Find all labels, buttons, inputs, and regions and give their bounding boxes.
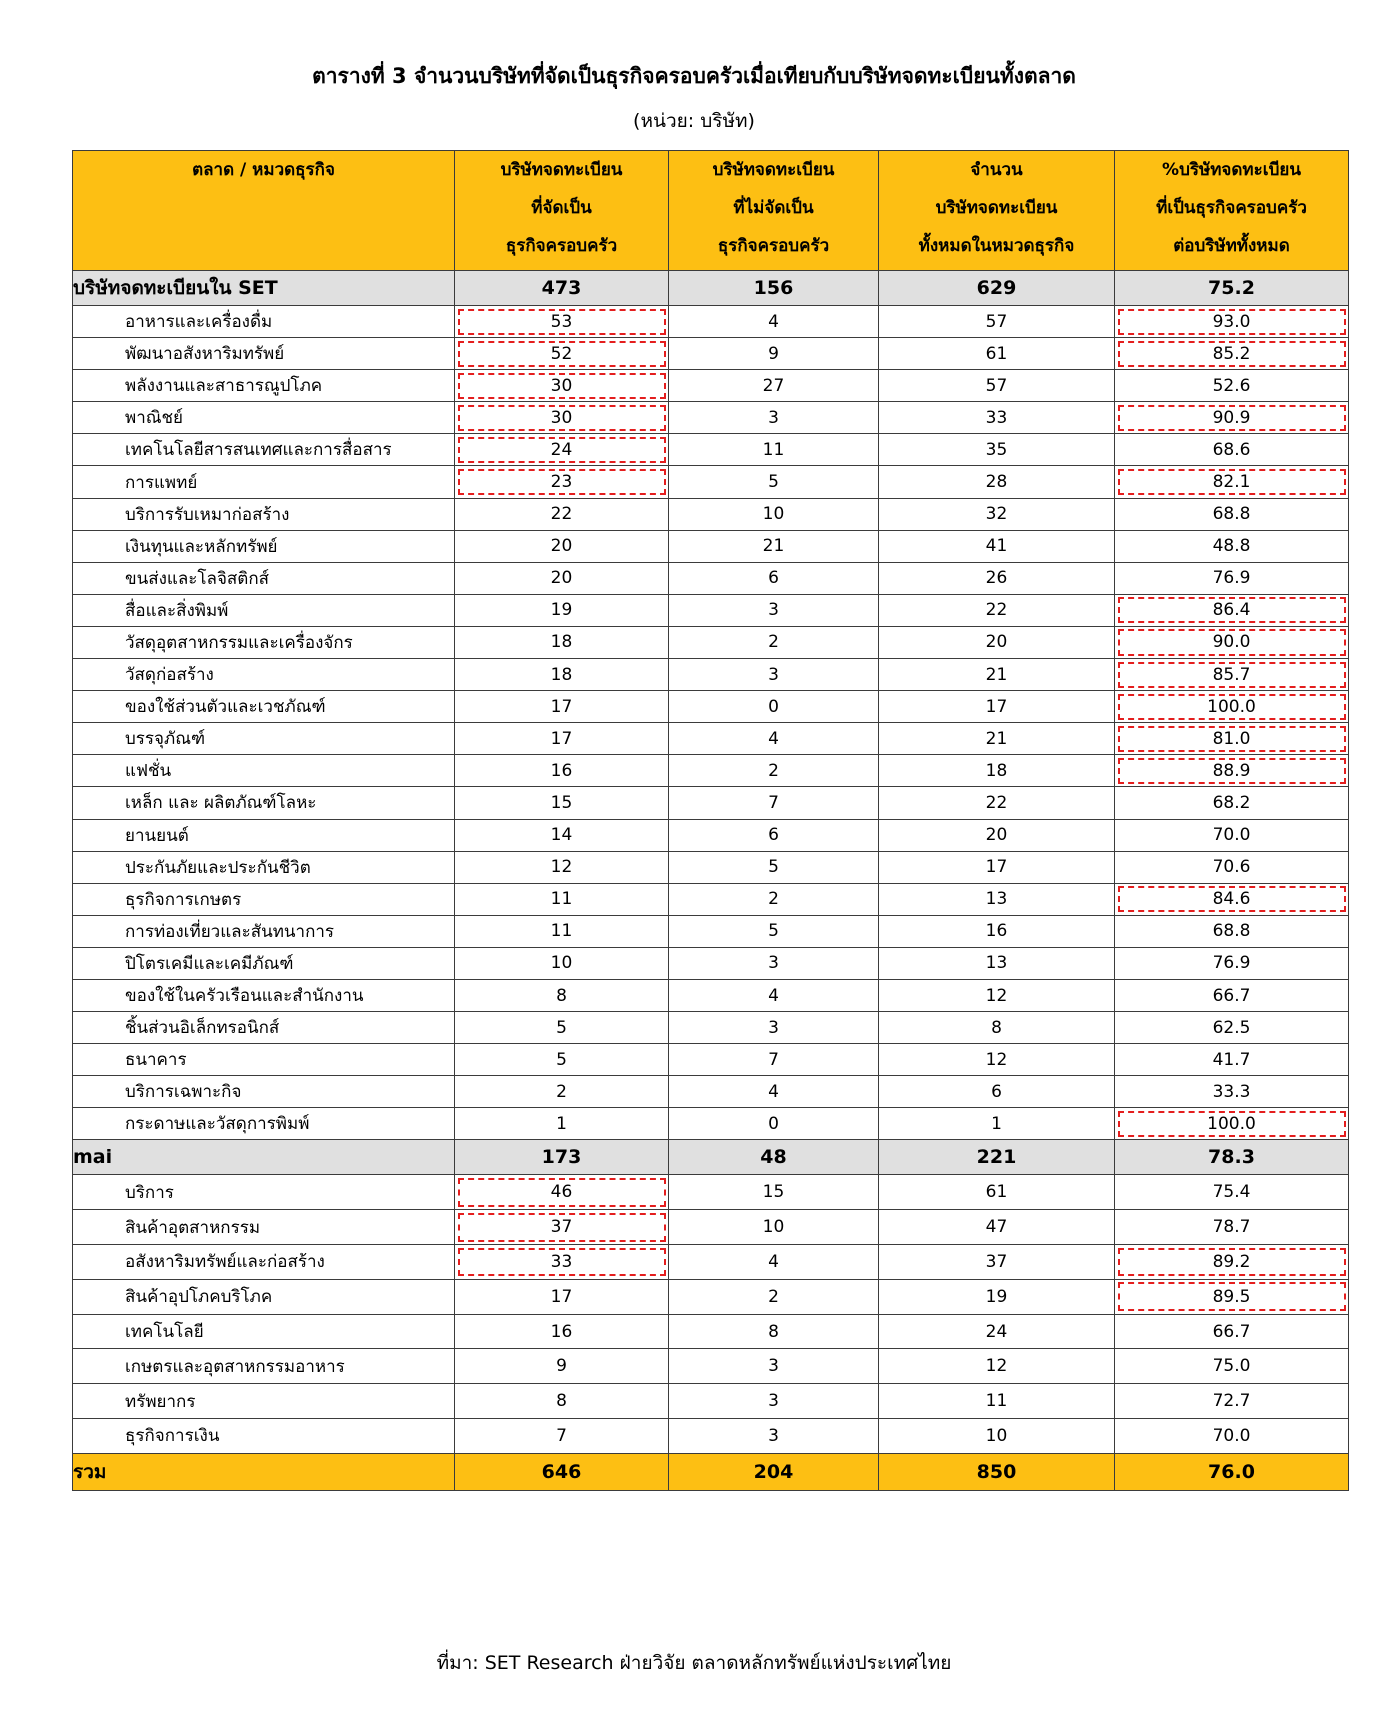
table-row: [73, 338, 1349, 370]
nonfamily-cell: 204: [669, 1453, 879, 1490]
category-cell: บรรจุภัณฑ์: [73, 723, 455, 755]
table-row: [73, 1419, 1349, 1454]
nonfamily-cell: 2: [669, 755, 879, 787]
table-row: [73, 659, 1349, 691]
pct-cell: 48.8: [1115, 530, 1349, 562]
table-row: [73, 466, 1349, 498]
section-row-mai: [73, 1140, 1349, 1175]
total-cell: 6: [879, 1076, 1115, 1108]
pct-cell: 66.7: [1115, 979, 1349, 1011]
table-row: [73, 402, 1349, 434]
table-row: [73, 562, 1349, 594]
family-cell: 15: [455, 787, 669, 819]
category-cell: พัฒนาอสังหาริมทรัพย์: [73, 338, 455, 370]
pct-cell: 41.7: [1115, 1044, 1349, 1076]
total-cell: 8: [879, 1012, 1115, 1044]
nonfamily-cell: 4: [669, 1076, 879, 1108]
family-cell: 7: [455, 1419, 669, 1454]
nonfamily-cell: 3: [669, 1349, 879, 1384]
total-cell: 57: [879, 306, 1115, 338]
table-row: [73, 1245, 1349, 1280]
table-row: [73, 1210, 1349, 1245]
family-cell: 10: [455, 947, 669, 979]
header-row: [73, 151, 1349, 271]
category-cell: การท่องเที่ยวและสันทนาการ: [73, 915, 455, 947]
category-cell: ธุรกิจการเกษตร: [73, 883, 455, 915]
category-cell: เทคโนโลยี: [73, 1314, 455, 1349]
category-cell: ปิโตรเคมีและเคมีภัณฑ์: [73, 947, 455, 979]
category-cell: ทรัพยากร: [73, 1384, 455, 1419]
nonfamily-cell: 0: [669, 1108, 879, 1140]
table-row: [73, 915, 1349, 947]
family-cell: 23: [455, 466, 669, 498]
family-cell: 646: [455, 1453, 669, 1490]
nonfamily-cell: 5: [669, 915, 879, 947]
family-cell: 24: [455, 434, 669, 466]
total-cell: 17: [879, 851, 1115, 883]
pct-cell: 89.5: [1115, 1279, 1349, 1314]
category-cell: ชิ้นส่วนอิเล็กทรอนิกส์: [73, 1012, 455, 1044]
total-cell: 57: [879, 370, 1115, 402]
table-row: [73, 498, 1349, 530]
family-cell: 9: [455, 1349, 669, 1384]
category-cell: ของใช้ในครัวเรือนและสำนักงาน: [73, 979, 455, 1011]
total-cell: 12: [879, 979, 1115, 1011]
unit-note: (หน่วย: บริษัท): [633, 110, 755, 132]
pct-cell: 78.3: [1115, 1140, 1349, 1175]
family-cell: 1: [455, 1108, 669, 1140]
nonfamily-cell: 15: [669, 1175, 879, 1210]
nonfamily-cell: 4: [669, 1245, 879, 1280]
pct-cell: 100.0: [1115, 1108, 1349, 1140]
category-cell: เกษตรและอุตสาหกรรมอาหาร: [73, 1349, 455, 1384]
family-cell: 30: [455, 402, 669, 434]
family-cell: 18: [455, 626, 669, 658]
category-cell: เทคโนโลยีสารสนเทศและการสื่อสาร: [73, 434, 455, 466]
pct-cell: 75.2: [1115, 271, 1349, 306]
family-cell: 53: [455, 306, 669, 338]
pct-cell: 68.8: [1115, 498, 1349, 530]
nonfamily-cell: 4: [669, 723, 879, 755]
family-cell: 37: [455, 1210, 669, 1245]
total-cell: 28: [879, 466, 1115, 498]
nonfamily-cell: 4: [669, 306, 879, 338]
table-row: [73, 626, 1349, 658]
table-row: [73, 851, 1349, 883]
pct-cell: 62.5: [1115, 1012, 1349, 1044]
total-cell: 21: [879, 659, 1115, 691]
family-cell: 30: [455, 370, 669, 402]
family-cell: 18: [455, 659, 669, 691]
nonfamily-cell: 7: [669, 1044, 879, 1076]
total-cell: 24: [879, 1314, 1115, 1349]
table-row: [73, 530, 1349, 562]
nonfamily-cell: 10: [669, 1210, 879, 1245]
category-cell: สื่อและสิ่งพิมพ์: [73, 594, 455, 626]
total-cell: 10: [879, 1419, 1115, 1454]
nonfamily-cell: 7: [669, 787, 879, 819]
total-cell: 12: [879, 1044, 1115, 1076]
nonfamily-cell: 5: [669, 466, 879, 498]
table-row: [73, 1384, 1349, 1419]
category-cell: บริการ: [73, 1175, 455, 1210]
nonfamily-cell: 3: [669, 947, 879, 979]
category-cell: วัสดุอุตสาหกรรมและเครื่องจักร: [73, 626, 455, 658]
nonfamily-cell: 3: [669, 402, 879, 434]
category-cell: บริการรับเหมาก่อสร้าง: [73, 498, 455, 530]
nonfamily-cell: 3: [669, 659, 879, 691]
nonfamily-cell: 11: [669, 434, 879, 466]
family-cell: 8: [455, 1384, 669, 1419]
total-cell: 61: [879, 338, 1115, 370]
table-row: [73, 947, 1349, 979]
family-cell: 16: [455, 755, 669, 787]
section-row-set: [73, 271, 1349, 306]
category-cell: mai: [73, 1140, 455, 1175]
total-cell: 26: [879, 562, 1115, 594]
total-cell: 19: [879, 1279, 1115, 1314]
total-cell: 22: [879, 594, 1115, 626]
nonfamily-cell: 8: [669, 1314, 879, 1349]
total-row: [73, 1453, 1349, 1490]
table-row: [73, 1349, 1349, 1384]
category-cell: ประกันภัยและประกันชีวิต: [73, 851, 455, 883]
total-cell: 41: [879, 530, 1115, 562]
pct-cell: 75.4: [1115, 1175, 1349, 1210]
family-cell: 173: [455, 1140, 669, 1175]
nonfamily-cell: 156: [669, 271, 879, 306]
table-row: [73, 819, 1349, 851]
header-total: จำนวน บริษัทจดทะเบียน ทั้งหมดในหมวดธุรกิจ: [879, 151, 1115, 271]
category-cell: กระดาษและวัสดุการพิมพ์: [73, 1108, 455, 1140]
pct-cell: 52.6: [1115, 370, 1349, 402]
header-family: บริษัทจดทะเบียน ที่จัดเป็น ธุรกิจครอบครัว: [455, 151, 669, 271]
total-cell: 20: [879, 626, 1115, 658]
total-cell: 16: [879, 915, 1115, 947]
total-cell: 22: [879, 787, 1115, 819]
table-row: [73, 1076, 1349, 1108]
nonfamily-cell: 27: [669, 370, 879, 402]
table-row: [73, 1012, 1349, 1044]
total-cell: 17: [879, 691, 1115, 723]
category-cell: ขนส่งและโลจิสติกส์: [73, 562, 455, 594]
pct-cell: 82.1: [1115, 466, 1349, 498]
pct-cell: 33.3: [1115, 1076, 1349, 1108]
pct-cell: 86.4: [1115, 594, 1349, 626]
family-business-table: [72, 150, 1349, 1491]
nonfamily-cell: 48: [669, 1140, 879, 1175]
total-cell: 61: [879, 1175, 1115, 1210]
family-cell: 14: [455, 819, 669, 851]
total-cell: 850: [879, 1453, 1115, 1490]
category-cell: วัสดุก่อสร้าง: [73, 659, 455, 691]
pct-cell: 90.9: [1115, 402, 1349, 434]
category-cell: บริษัทจดทะเบียนใน SET: [73, 271, 455, 306]
nonfamily-cell: 2: [669, 1279, 879, 1314]
family-cell: 11: [455, 883, 669, 915]
nonfamily-cell: 21: [669, 530, 879, 562]
nonfamily-cell: 3: [669, 1012, 879, 1044]
family-cell: 52: [455, 338, 669, 370]
total-cell: 13: [879, 947, 1115, 979]
category-cell: อาหารและเครื่องดื่ม: [73, 306, 455, 338]
nonfamily-cell: 2: [669, 626, 879, 658]
category-cell: เงินทุนและหลักทรัพย์: [73, 530, 455, 562]
total-cell: 11: [879, 1384, 1115, 1419]
pct-cell: 85.7: [1115, 659, 1349, 691]
pct-cell: 93.0: [1115, 306, 1349, 338]
pct-cell: 76.9: [1115, 562, 1349, 594]
pct-cell: 76.0: [1115, 1453, 1349, 1490]
category-cell: สินค้าอุตสาหกรรม: [73, 1210, 455, 1245]
pct-cell: 75.0: [1115, 1349, 1349, 1384]
category-cell: สินค้าอุปโภคบริโภค: [73, 1279, 455, 1314]
family-cell: 12: [455, 851, 669, 883]
family-cell: 17: [455, 723, 669, 755]
total-cell: 12: [879, 1349, 1115, 1384]
table-row: [73, 594, 1349, 626]
family-cell: 20: [455, 530, 669, 562]
total-cell: 47: [879, 1210, 1115, 1245]
nonfamily-cell: 3: [669, 594, 879, 626]
pct-cell: 70.6: [1115, 851, 1349, 883]
category-cell: ของใช้ส่วนตัวและเวชภัณฑ์: [73, 691, 455, 723]
table-row: [73, 1314, 1349, 1349]
family-cell: 20: [455, 562, 669, 594]
nonfamily-cell: 10: [669, 498, 879, 530]
category-cell: บริการเฉพาะกิจ: [73, 1076, 455, 1108]
nonfamily-cell: 4: [669, 979, 879, 1011]
total-cell: 20: [879, 819, 1115, 851]
table-row: [73, 979, 1349, 1011]
category-cell: รวม: [73, 1453, 455, 1490]
total-cell: 32: [879, 498, 1115, 530]
category-cell: ธนาคาร: [73, 1044, 455, 1076]
category-cell: พาณิชย์: [73, 402, 455, 434]
total-cell: 221: [879, 1140, 1115, 1175]
table-row: [73, 723, 1349, 755]
table-row: [73, 1175, 1349, 1210]
category-cell: เหล็ก และ ผลิตภัณฑ์โลหะ: [73, 787, 455, 819]
pct-cell: 81.0: [1115, 723, 1349, 755]
table-row: [73, 434, 1349, 466]
header-category: ตลาด / หมวดธุรกิจ: [73, 151, 455, 271]
total-cell: 21: [879, 723, 1115, 755]
family-cell: 19: [455, 594, 669, 626]
nonfamily-cell: 6: [669, 562, 879, 594]
pct-cell: 78.7: [1115, 1210, 1349, 1245]
family-cell: 2: [455, 1076, 669, 1108]
table-title: ตารางที่ 3 จำนวนบริษัทที่จัดเป็นธุรกิจครอบครัวเมื่อเทียบกับบริษัทจดทะเบียนทั้งตลาด: [312, 64, 1076, 88]
family-cell: 22: [455, 498, 669, 530]
category-cell: พลังงานและสาธารณูปโภค: [73, 370, 455, 402]
table-row: [73, 691, 1349, 723]
total-cell: 35: [879, 434, 1115, 466]
table-row: [73, 1108, 1349, 1140]
category-cell: แฟชั่น: [73, 755, 455, 787]
pct-cell: 70.0: [1115, 1419, 1349, 1454]
family-cell: 5: [455, 1012, 669, 1044]
nonfamily-cell: 3: [669, 1419, 879, 1454]
source-note: ที่มา: SET Research ฝ่ายวิจัย ตลาดหลักทรัพย์แห่งประเทศไทย: [436, 1652, 952, 1674]
category-cell: การแพทย์: [73, 466, 455, 498]
total-cell: 629: [879, 271, 1115, 306]
total-cell: 18: [879, 755, 1115, 787]
pct-cell: 68.6: [1115, 434, 1349, 466]
total-cell: 37: [879, 1245, 1115, 1280]
family-cell: 33: [455, 1245, 669, 1280]
pct-cell: 66.7: [1115, 1314, 1349, 1349]
family-cell: 46: [455, 1175, 669, 1210]
header-nonfamily: บริษัทจดทะเบียน ที่ไม่จัดเป็น ธุรกิจครอบครัว: [669, 151, 879, 271]
nonfamily-cell: 3: [669, 1384, 879, 1419]
pct-cell: 72.7: [1115, 1384, 1349, 1419]
table-row: [73, 787, 1349, 819]
pct-cell: 84.6: [1115, 883, 1349, 915]
pct-cell: 68.2: [1115, 787, 1349, 819]
pct-cell: 89.2: [1115, 1245, 1349, 1280]
nonfamily-cell: 0: [669, 691, 879, 723]
pct-cell: 88.9: [1115, 755, 1349, 787]
total-cell: 13: [879, 883, 1115, 915]
family-cell: 473: [455, 271, 669, 306]
category-cell: ยานยนต์: [73, 819, 455, 851]
nonfamily-cell: 9: [669, 338, 879, 370]
table-row: [73, 755, 1349, 787]
nonfamily-cell: 2: [669, 883, 879, 915]
nonfamily-cell: 6: [669, 819, 879, 851]
family-cell: 17: [455, 691, 669, 723]
category-cell: อสังหาริมทรัพย์และก่อสร้าง: [73, 1245, 455, 1280]
pct-cell: 70.0: [1115, 819, 1349, 851]
pct-cell: 68.8: [1115, 915, 1349, 947]
family-cell: 11: [455, 915, 669, 947]
total-cell: 33: [879, 402, 1115, 434]
family-cell: 5: [455, 1044, 669, 1076]
category-cell: ธุรกิจการเงิน: [73, 1419, 455, 1454]
header-pct: %บริษัทจดทะเบียน ที่เป็นธุรกิจครอบครัว ต่อบริษัททั้งหมด: [1115, 151, 1349, 271]
table-row: [73, 1044, 1349, 1076]
table-row: [73, 370, 1349, 402]
table-row: [73, 306, 1349, 338]
total-cell: 1: [879, 1108, 1115, 1140]
table-row: [73, 883, 1349, 915]
pct-cell: 100.0: [1115, 691, 1349, 723]
pct-cell: 76.9: [1115, 947, 1349, 979]
pct-cell: 90.0: [1115, 626, 1349, 658]
family-cell: 8: [455, 979, 669, 1011]
table-row: [73, 1279, 1349, 1314]
family-cell: 16: [455, 1314, 669, 1349]
nonfamily-cell: 5: [669, 851, 879, 883]
family-cell: 17: [455, 1279, 669, 1314]
pct-cell: 85.2: [1115, 338, 1349, 370]
